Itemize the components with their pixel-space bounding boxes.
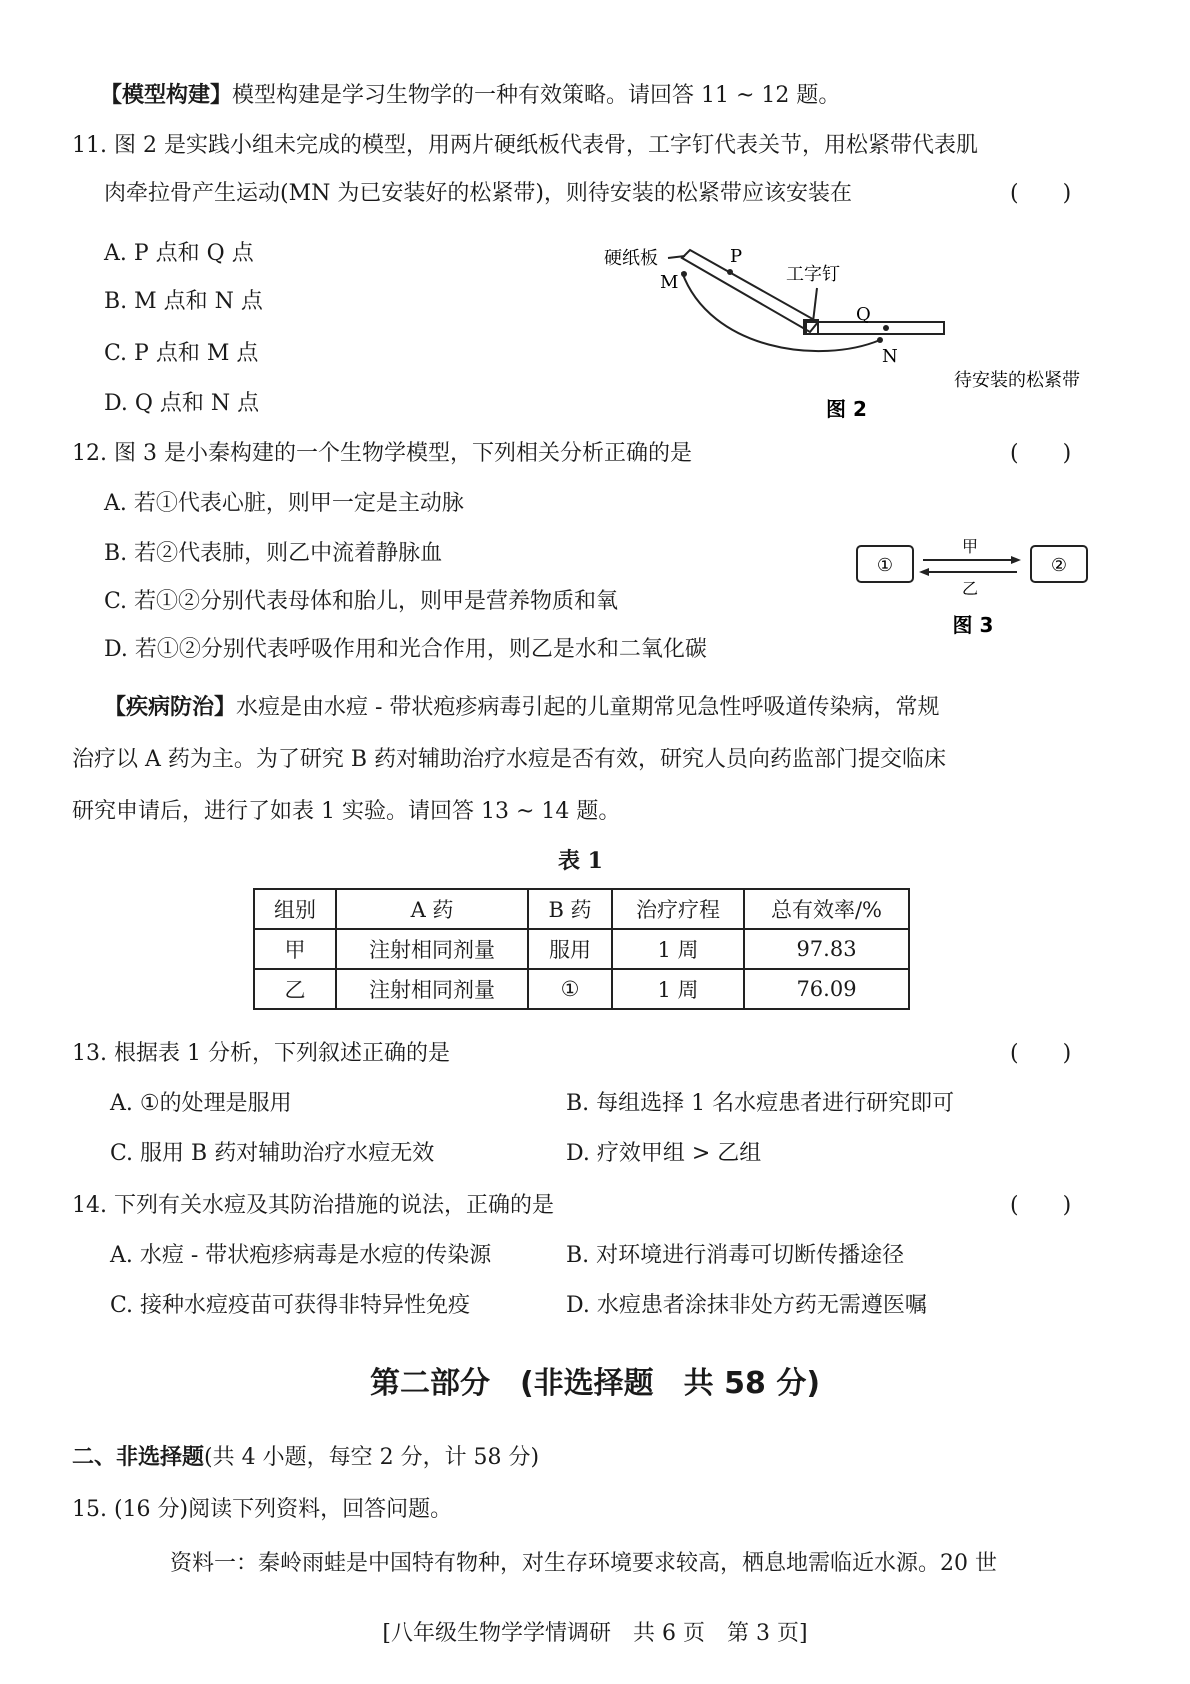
section-intro-model (100, 78, 840, 109)
table-cell: 97.83 (744, 929, 909, 969)
figure-3-model (855, 530, 1095, 650)
page-footer: [八年级生物学学情调研 共 6 页 第 3 页] (382, 1621, 808, 1646)
label-band-to-install: 待安装的松紧带 (954, 370, 1080, 391)
point-m (681, 271, 687, 277)
option-12-d: D. 若①②分别代表呼吸作用和光合作用，则乙是水和二氧化碳 (104, 637, 707, 662)
question-15-material: 资料一：秦岭雨蛙是中国特有物种，对生存环境要求较高，栖息地需临近水源。20 世 (170, 1551, 997, 1576)
answer-bracket-13: ( ) (1010, 1041, 1072, 1066)
label-n: N (882, 346, 898, 367)
section-intro-disease-line2: 治疗以 A 药为主。为了研究 B 药对辅助治疗水痘是否有效，研究人员向药监部门提交临床 (72, 747, 947, 772)
option-13-c: C. 服用 B 药对辅助治疗水痘无效 (110, 1141, 435, 1166)
section-2-heading (72, 1440, 539, 1471)
cardboard-lower (806, 322, 944, 334)
section-2-label: 二、非选择题 (72, 1445, 205, 1470)
section-intro-text: 模型构建是学习生物学的一种有效策略。请回答 11 ~ 12 题。 (232, 83, 841, 108)
question-11-line2: 肉牵拉骨产生运动(MN 为已安装好的松紧带)，则待安装的松紧带应该安装在 (104, 181, 852, 206)
table-cell: ① (528, 969, 612, 1009)
label-q: Q (856, 304, 871, 325)
option-11-d: D. Q 点和 N 点 (104, 391, 260, 416)
arrow-top-label: 甲 (961, 537, 979, 556)
question-13-stem: 13. 根据表 1 分析，下列叙述正确的是 (72, 1041, 450, 1066)
question-11-line1: 11. 图 2 是实践小组未完成的模型，用两片硬纸板代表骨，工字钉代表关节，用松紧带代表肌 (72, 133, 978, 158)
table-row (254, 929, 909, 969)
option-14-c: C. 接种水痘疫苗可获得非特异性免疫 (110, 1293, 471, 1318)
table-cell: 注射相同剂量 (336, 929, 528, 969)
point-p (727, 269, 733, 275)
table-header: 总有效率/% (744, 889, 909, 929)
option-14-b: B. 对环境进行消毒可切断传播途径 (566, 1243, 905, 1268)
table-header: A 药 (336, 889, 528, 929)
figure-2-caption: 图 2 (826, 397, 867, 421)
table-cell: 76.09 (744, 969, 909, 1009)
part-2-title: 第二部分 (非选择题 共 58 分) (369, 1366, 821, 1401)
table-row (254, 969, 909, 1009)
option-12-c: C. 若①②分别代表母体和胎儿，则甲是营养物质和氧 (104, 589, 619, 614)
box-2-label: ② (1050, 555, 1068, 576)
label-p: P (730, 246, 743, 267)
table-cell: 服用 (528, 929, 612, 969)
section-tag: 【模型构建】 (100, 83, 233, 108)
box-1-label: ① (876, 555, 894, 576)
label-board: 硬纸板 (604, 248, 658, 269)
table-header: 治疗疗程 (612, 889, 744, 929)
option-11-a: A. P 点和 Q 点 (104, 241, 254, 266)
option-12-a: A. 若①代表心脏，则甲一定是主动脉 (104, 491, 464, 516)
section-2-note: (共 4 小题，每空 2 分，计 58 分) (204, 1445, 540, 1470)
arrow-bottom-label: 乙 (961, 579, 979, 598)
table-header-row (254, 889, 909, 929)
table-header: 组别 (254, 889, 336, 929)
option-13-a: A. ①的处理是服用 (110, 1091, 292, 1116)
point-n (877, 337, 883, 343)
section-intro-disease-line1 (104, 690, 939, 721)
table-1-caption: 表 1 (558, 848, 603, 874)
option-14-a: A. 水痘 - 带状疱疹病毒是水痘的传染源 (110, 1243, 492, 1268)
option-13-b: B. 每组选择 1 名水痘患者进行研究即可 (566, 1091, 955, 1116)
label-pin: 工字钉 (786, 264, 840, 285)
question-14-stem: 14. 下列有关水痘及其防治措施的说法，正确的是 (72, 1193, 554, 1218)
section-intro-disease-line3: 研究申请后，进行了如表 1 实验。请回答 13 ~ 14 题。 (72, 799, 621, 824)
table-cell: 甲 (254, 929, 336, 969)
figure-3-caption: 图 3 (952, 613, 994, 637)
section-tag: 【疾病防治】 (104, 695, 237, 720)
question-12-stem: 12. 图 3 是小秦构建的一个生物学模型，下列相关分析正确的是 (72, 441, 692, 466)
table-cell: 乙 (254, 969, 336, 1009)
answer-bracket-12: ( ) (1010, 441, 1072, 466)
figure-2-model (590, 240, 1100, 430)
option-12-b: B. 若②代表肺，则乙中流着静脉血 (104, 541, 443, 566)
table-cell: 1 周 (612, 929, 744, 969)
table-header: B 药 (528, 889, 612, 929)
table-1 (253, 888, 910, 1010)
option-13-d: D. 疗效甲组 > 乙组 (566, 1141, 762, 1166)
elastic-band-mn (682, 272, 880, 351)
cardboard-upper (682, 250, 818, 332)
label-m: M (660, 272, 679, 293)
table-cell: 注射相同剂量 (336, 969, 528, 1009)
point-q (883, 325, 889, 331)
answer-bracket-11: ( ) (1010, 181, 1072, 206)
table-cell: 1 周 (612, 969, 744, 1009)
intro2-text-1: 水痘是由水痘 - 带状疱疹病毒引起的儿童期常见急性呼吸道传染病，常规 (236, 695, 940, 720)
option-11-c: C. P 点和 M 点 (104, 341, 259, 366)
option-14-d: D. 水痘患者涂抹非处方药无需遵医嘱 (566, 1293, 927, 1318)
question-15-stem: 15. (16 分)阅读下列资料，回答问题。 (72, 1497, 453, 1522)
answer-bracket-14: ( ) (1010, 1193, 1072, 1218)
option-11-b: B. M 点和 N 点 (104, 289, 263, 314)
